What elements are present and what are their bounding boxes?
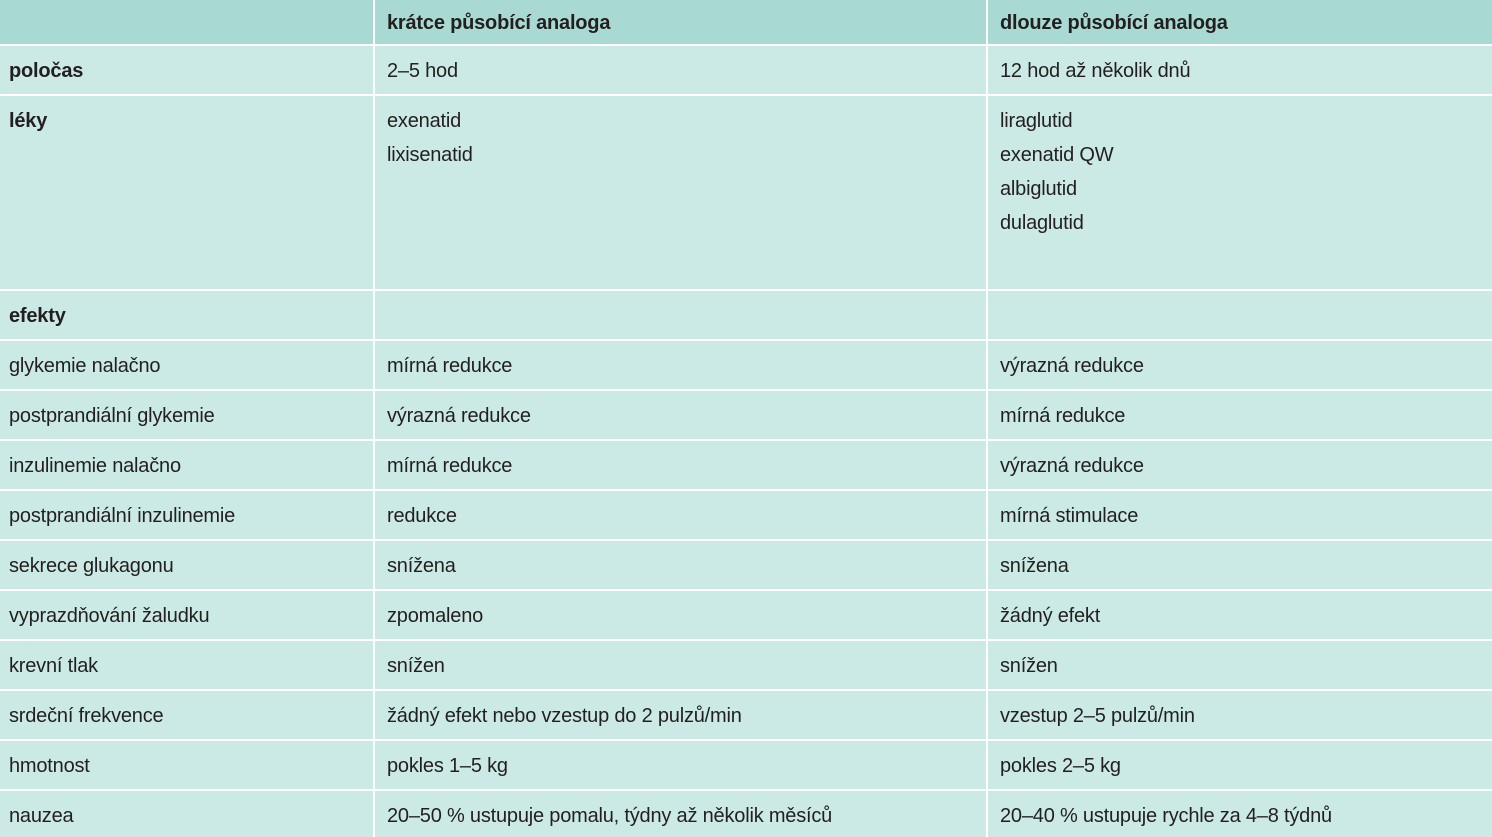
cell-long-acting [988,291,1492,341]
cell-value: mírná redukce [387,455,513,477]
header-row [0,0,1492,46]
cell-long-acting [988,741,1492,791]
cell-long-acting [988,641,1492,691]
cell-short-acting [375,391,988,441]
cell-short-acting [375,291,988,341]
cell-value: snížen [1000,655,1058,677]
header-cell-long-acting: dlouze působící analoga [988,0,1492,46]
cell-long-acting [988,96,1492,291]
cell-short-acting [375,641,988,691]
row-label: léky [0,96,375,291]
table-row [0,391,1492,441]
table-row [0,441,1492,491]
cell-value: vzestup 2–5 pulzů/min [1000,705,1195,727]
cell-long-acting [988,591,1492,641]
table-row [0,491,1492,541]
cell-value: 20–40 % ustupuje rychle za 4–8 týdnů [1000,805,1332,827]
cell-value: výrazná redukce [387,405,531,427]
table-row [0,741,1492,791]
row-label: postprandiální inzulinemie [0,491,375,541]
cell-value: zpomaleno [387,605,484,627]
cell-value: žádný efekt nebo vzestup do 2 pulzů/min [387,705,742,727]
row-label: poločas [0,46,375,96]
cell-value: 20–50 % ustupuje pomalu, týdny až několik měsíců [387,805,833,827]
cell-value: liraglutid [1000,110,1073,132]
table-row [0,46,1492,96]
row-label: vyprazdňování žaludku [0,591,375,641]
table-body [0,46,1492,837]
cell-value: snížena [1000,555,1069,577]
cell-short-acting [375,46,988,96]
cell-value: pokles 2–5 kg [1000,755,1121,777]
cell-long-acting [988,791,1492,837]
row-label: srdeční frekvence [0,691,375,741]
cell-long-acting [988,441,1492,491]
cell-value: mírná stimulace [1000,505,1139,527]
cell-value: redukce [387,505,457,527]
table-row [0,641,1492,691]
cell-value: pokles 1–5 kg [387,755,508,777]
table-row [0,591,1492,641]
cell-value: dulaglutid [1000,212,1084,234]
cell-value: exenatid [387,110,462,132]
cell-short-acting [375,96,988,291]
cell-value: snížena [387,555,456,577]
row-label: inzulinemie nalačno [0,441,375,491]
cell-long-acting [988,541,1492,591]
cell-long-acting [988,391,1492,441]
cell-short-acting [375,441,988,491]
cell-value: lixisenatid [387,144,473,166]
cell-value: výrazná redukce [1000,455,1144,477]
cell-value: 12 hod až několik dnů [1000,60,1191,82]
row-label: sekrece glukagonu [0,541,375,591]
cell-value: exenatid QW [1000,144,1114,166]
cell-long-acting [988,691,1492,741]
cell-value: žádný efekt [1000,605,1101,627]
header-cell-short-acting: krátce působící analoga [375,0,988,46]
cell-short-acting [375,741,988,791]
cell-value: výrazná redukce [1000,355,1144,377]
table-header [0,0,1492,46]
row-label: efekty [0,291,375,341]
row-label: hmotnost [0,741,375,791]
row-label: nauzea [0,791,375,837]
table-row [0,691,1492,741]
cell-short-acting [375,341,988,391]
cell-value: mírná redukce [387,355,513,377]
table-row [0,291,1492,341]
cell-long-acting [988,341,1492,391]
table-row [0,341,1492,391]
cell-value: 2–5 hod [387,60,458,82]
table-row [0,791,1492,837]
cell-short-acting [375,591,988,641]
cell-long-acting [988,46,1492,96]
row-label: postprandiální glykemie [0,391,375,441]
cell-short-acting [375,491,988,541]
cell-short-acting [375,691,988,741]
table-row [0,96,1492,291]
cell-short-acting [375,541,988,591]
row-label: glykemie nalačno [0,341,375,391]
cell-long-acting [988,491,1492,541]
table-row [0,541,1492,591]
row-label: krevní tlak [0,641,375,691]
cell-value: albiglutid [1000,178,1077,200]
header-cell-parameter [0,0,375,46]
cell-value: snížen [387,655,445,677]
cell-short-acting [375,791,988,837]
cell-value: mírná redukce [1000,405,1126,427]
